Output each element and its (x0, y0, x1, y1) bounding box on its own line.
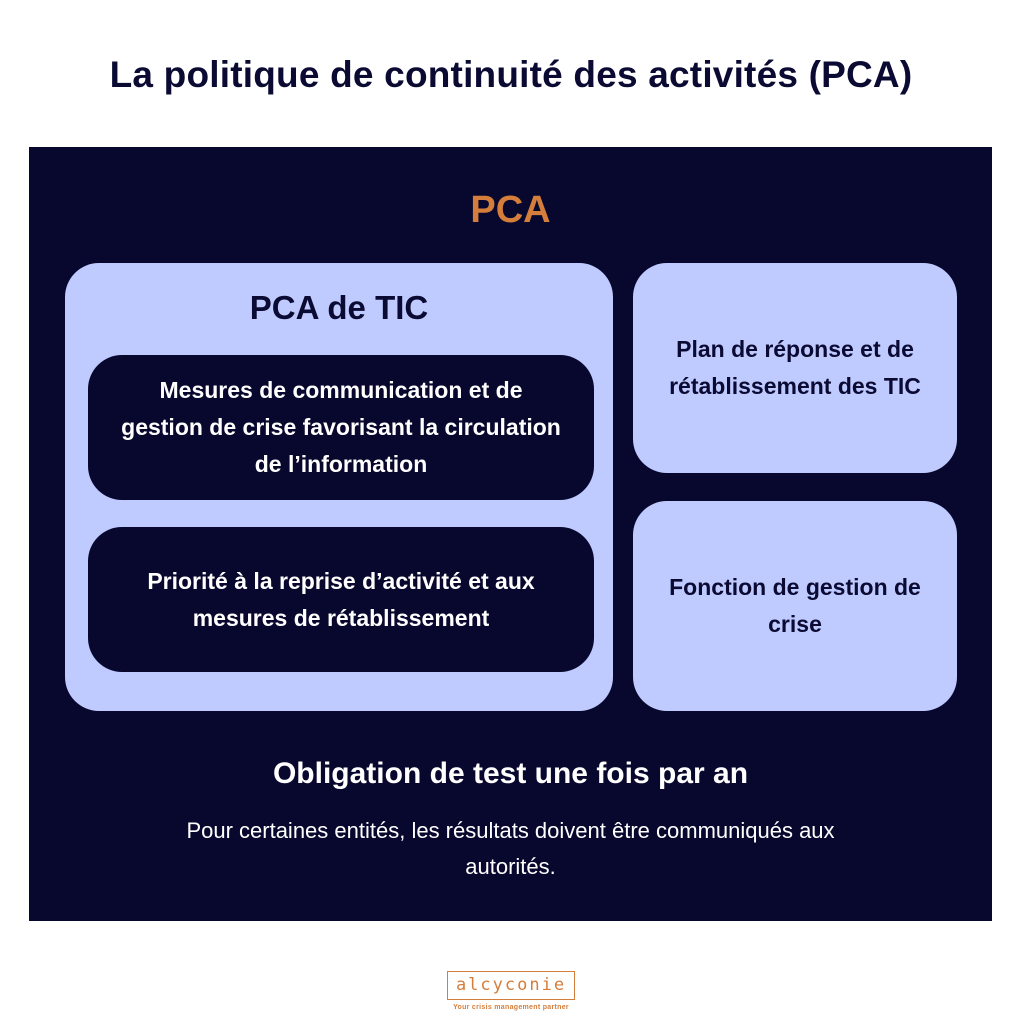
pca-diagram-panel (29, 147, 992, 921)
pca-tic-title: PCA de TIC (249, 289, 429, 326)
communication-measures-item: Mesures de communication et de gestion de crise favorisant la circulation de l’information (88, 355, 594, 500)
annual-test-obligation-title: Obligation de test une fois par an (272, 757, 749, 790)
logo-tagline: Your crisis management partner (453, 1004, 569, 1011)
pca-heading: PCA (470, 189, 551, 231)
page-title: La politique de continuité des activités (PCA) (109, 54, 913, 95)
alcyconie-logo (0, 971, 1022, 1011)
pca-tic-box (65, 263, 613, 711)
crisis-management-function-box: Fonction de gestion de crise (633, 501, 957, 711)
recovery-priority-item: Priorité à la reprise d’activité et aux mesures de rétablissement (88, 527, 594, 672)
logo-wordmark: alcyconie (447, 971, 575, 1000)
response-recovery-plan-box: Plan de réponse et de rétablissement des TIC (633, 263, 957, 473)
annual-test-obligation-text: Pour certaines entités, les résultats doivent être communiqués aux autorités. (186, 818, 835, 879)
